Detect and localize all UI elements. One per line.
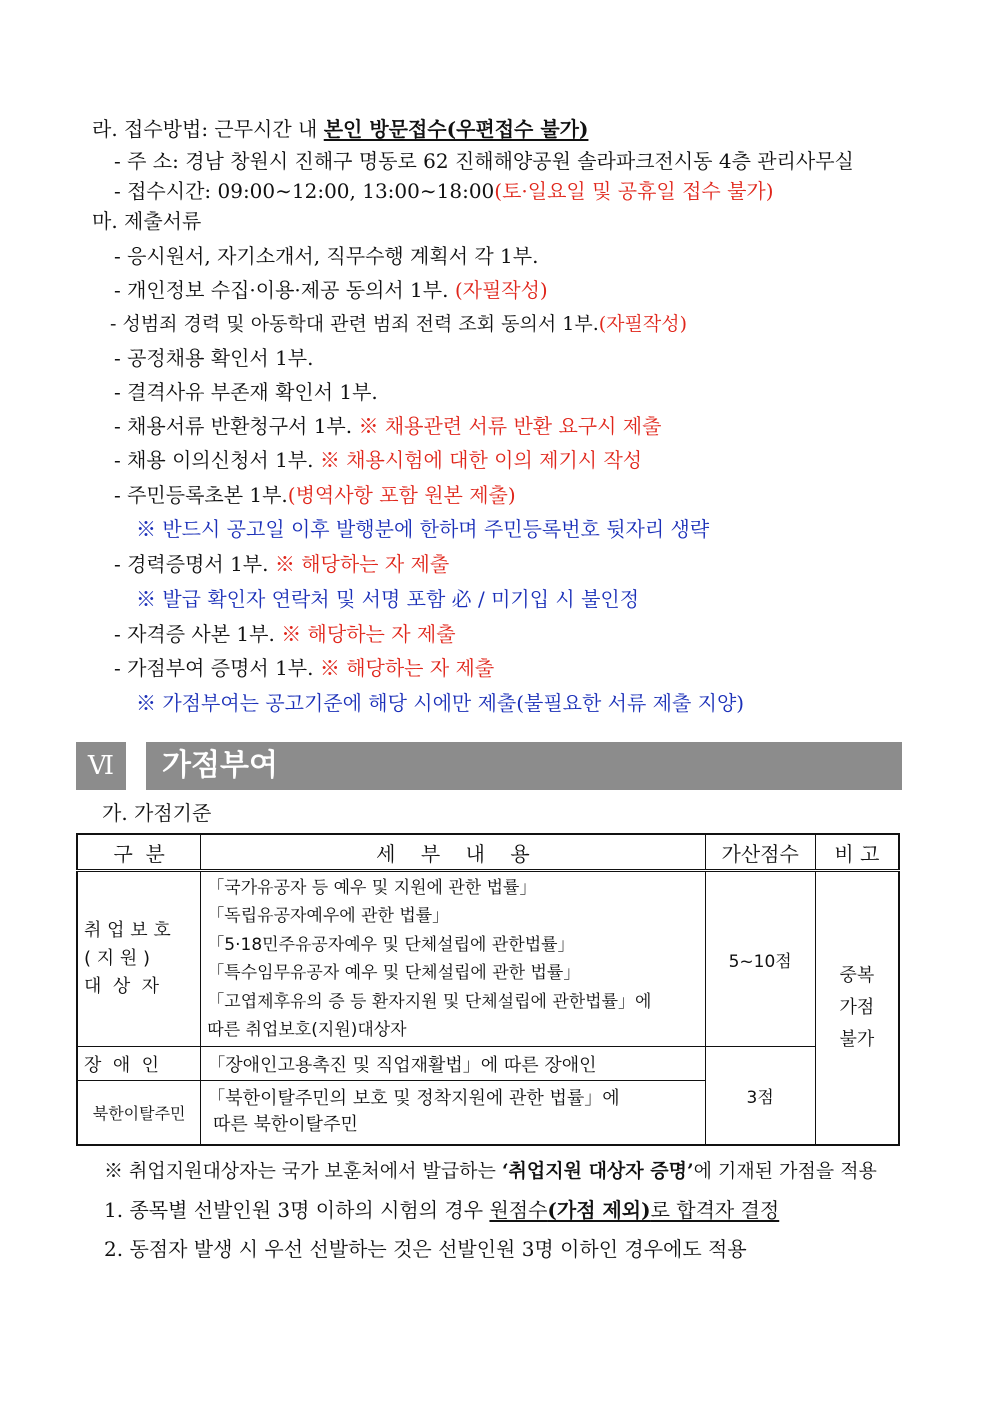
documents-heading: 마. 제출서류 [92, 209, 202, 233]
row-remark: 중복 가점 불가 [815, 871, 899, 1145]
bonus-criteria-table [76, 833, 900, 1146]
section-number: Ⅵ [76, 742, 126, 790]
reception-address: - 주 소: 경남 창원시 진해구 명동로 62 진해해양공원 솔라파크전시동 4층 관리사무실 [114, 149, 854, 173]
table-row [77, 1047, 899, 1081]
reception-hours: - 접수시간: 09:00∼12:00, 13:00∼18:00(토·일요일 및 공휴일 접수 불가) [114, 179, 774, 203]
document-subnote: ※ 가점부여는 공고기준에 해당 시에만 제출(불필요한 서류 제출 지양) [136, 691, 745, 715]
header-category: 구 분 [77, 834, 201, 871]
row-category-employment-protection: 취 업 보 호 ( 지 원 ) 대 상 자 [77, 871, 201, 1047]
reception-hours-note: (토·일요일 및 공휴일 접수 불가) [494, 179, 774, 203]
reception-method: 라. 접수방법: 근무시간 내 본인 방문접수(우편접수 불가) [92, 117, 589, 141]
table-header-row [77, 834, 899, 871]
document-item: - 채용 이의신청서 1부. ※ 채용시험에 대한 이의 제기시 작성 [114, 448, 643, 472]
document-item: - 주민등록초본 1부.(병역사항 포함 원본 제출) [114, 483, 516, 507]
document-subnote: ※ 발급 확인자 연락처 및 서명 포함 必 / 미기입 시 불인정 [136, 587, 640, 611]
document-item: - 자격증 사본 1부. ※ 해당하는 자 제출 [114, 622, 456, 646]
section-subheading: 가. 가점기준 [102, 801, 212, 825]
row-details-defectors: 「북한이탈주민의 보호 및 정착지원에 관한 법률」에 따른 북한이탈주민 [201, 1081, 705, 1145]
row-details-disabled: 「장애인고용촉진 및 직업재활법」에 따른 장애인 [201, 1047, 705, 1081]
header-score: 가산점수 [705, 834, 815, 871]
header-details: 세 부 내 용 [201, 834, 705, 871]
row-score: 5~10점 [705, 871, 815, 1047]
table-row [77, 871, 899, 1047]
row-details-laws: 「국가유공자 등 예우 및 지원에 관한 법률」 「독립유공자예우에 관한 법률」 「5·18민주유공자예우 및 단체설립에 관한법률」 「특수임무유공자 예우 및 단체설립에 관한 법률」 「고엽제후유의 증 등 환자지원 및 단체설립에 관한법률」에 따른 취업보호(지원)대상자 [201, 871, 705, 1047]
row-category-defectors: 북한이탈주민 [77, 1081, 201, 1145]
document-subnote: ※ 반드시 공고일 이후 발행분에 한하며 주민등록번호 뒷자리 생략 [136, 517, 710, 541]
document-item: - 채용서류 반환청구서 1부. ※ 채용관련 서류 반환 요구시 제출 [114, 414, 662, 438]
document-item: - 성범죄 경력 및 아동학대 관련 범죄 전력 조회 동의서 1부.(자필작성) [110, 313, 687, 335]
reception-method-emphasis: 본인 방문접수(우편접수 불가) [323, 117, 589, 141]
section-title: 가점부여 [146, 742, 902, 790]
document-item: - 개인정보 수집·이용·제공 동의서 1부. (자필작성) [114, 278, 548, 302]
bonus-note: ※ 취업지원대상자는 국가 보훈처에서 발급하는 ‘취업지원 대상자 증명’에 기재된 가점을 적용 [104, 1160, 877, 1182]
section-header [76, 742, 902, 790]
row-category-disabled: 장 애 인 [77, 1047, 201, 1081]
document-item: - 응시원서, 자기소개서, 직무수행 계획서 각 1부. [114, 244, 539, 268]
document-item: - 가점부여 증명서 1부. ※ 해당하는 자 제출 [114, 656, 495, 680]
rule-2: 2. 동점자 발생 시 우선 선발하는 것은 선발인원 3명 이하인 경우에도 적용 [104, 1237, 747, 1261]
header-remark: 비 고 [815, 834, 899, 871]
rule-1: 1. 종목별 선발인원 3명 이하의 시험의 경우 원점수(가점 제외)로 합격자 결정 [104, 1198, 780, 1222]
document-item: - 경력증명서 1부. ※ 해당하는 자 제출 [114, 552, 450, 576]
document-item: - 공정채용 확인서 1부. [114, 346, 314, 370]
document-item: - 결격사유 부존재 확인서 1부. [114, 380, 378, 404]
row-score-shared: 3점 [705, 1047, 815, 1145]
